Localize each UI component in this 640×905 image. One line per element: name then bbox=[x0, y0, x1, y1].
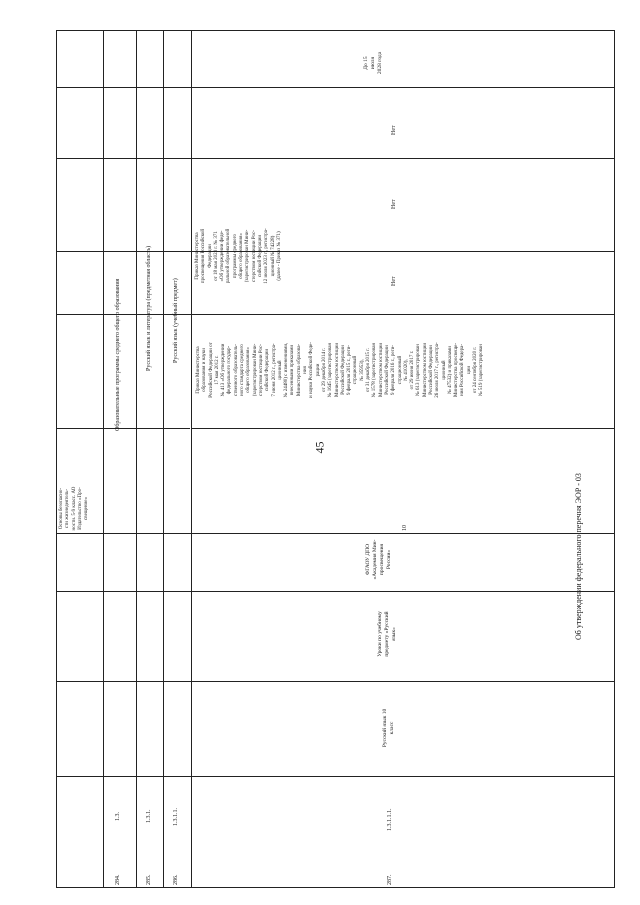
row-287-orders: Приказ Министерства образования и науки Российской Федерации от 17 мая 2012 г. № 413 «Об утверждении федерального государ- ственного образователь- ного стандарта среднего общего образования» (зарегистрирован Мини- стерством юстиции Рос- сийской Федерации 7 июня 2012 г., регистра- ционный № 24480) с изменениями, внесенными приказами Министерства образова- ния и науки Российской Феде- рации от 29 декабря 2014 г. № 1645 (зарегистрирован Министерством юстиции Российской Федерации 9 февраля 2015 г., реги- страционный № 35953), от 31 декабря 2015 г. № 1578 (зарегистрирован Министерством юстиции Российской Федерации 9 февраля 2016 г., реги- страционный № 41020), от 29 июня 2017 г. № 613 (зарегистрирован Министерством юстиции Российской Федерации 26 июля 2017 г., регистра- ционный № 47532) и приказами Министерства просвеще- ния Российской Федера- ции от 24 сентября 2020 г. № 519 (зарегистрирован bbox=[196, 342, 485, 398]
row-287-new-order: Приказ Министерства просвещения Российской Федерации от 18 мая 2023 г. № 371 «Об утверждении феде- ральной образовательной программы среднего общего образования» (зарегистрирован Мини- стерством юстиции Рос- сийской Федерации 12 июля 2023 г., регистра- ционный № 74228) (далее - Приказ № 371) bbox=[195, 228, 282, 284]
section-heading-286: Русский язык (учебный предмет) bbox=[173, 278, 179, 363]
section-heading-285: Русский язык и литература (предметная область) bbox=[146, 245, 152, 371]
table-line bbox=[163, 31, 164, 887]
row-code-285: 1.3.1. bbox=[146, 809, 152, 823]
page-footer: Об утверждении федерального перечня ЭОР - 03 bbox=[574, 473, 583, 640]
table-line bbox=[192, 428, 614, 429]
table-line bbox=[103, 31, 104, 887]
row-code-287: 1.3.1.1.1. bbox=[387, 808, 393, 831]
row-code-284: 1.3. bbox=[115, 812, 121, 821]
table-line bbox=[57, 591, 614, 592]
table-line bbox=[57, 533, 614, 534]
row-code-286: 1.3.1.1. bbox=[173, 808, 179, 826]
row-287-title: Уроки по учебному предмету «Русский язык» bbox=[377, 611, 397, 657]
page-number: 45 bbox=[312, 441, 327, 454]
table-line bbox=[57, 251, 614, 252]
row-number-287: 287. bbox=[387, 874, 393, 885]
row-287-deadline: До 15 июля 2028 года bbox=[363, 51, 383, 75]
row-number-285: 285. bbox=[146, 874, 152, 885]
table-line bbox=[57, 87, 614, 88]
row-number-286: 286. bbox=[173, 874, 179, 885]
row-287-col-a: Нет bbox=[391, 276, 397, 286]
table-line bbox=[136, 31, 137, 887]
document-table bbox=[56, 30, 615, 888]
table-line bbox=[57, 158, 614, 159]
table-line bbox=[57, 776, 614, 777]
row-number-284: 284. bbox=[115, 874, 121, 885]
table-line bbox=[57, 428, 190, 429]
row-287-name: Русский язык 10 класс bbox=[382, 708, 395, 748]
row-287-col-b: Нет bbox=[391, 199, 397, 209]
header-basis-cell: Основы безопасно- сти жизнедеятель- ности. 5-9 класс. АО Издательство «Про- свещение» bbox=[59, 486, 90, 531]
table-line bbox=[191, 31, 192, 887]
row-287-grade: 10 bbox=[402, 525, 408, 531]
row-287-col-c: Нет bbox=[391, 125, 397, 135]
row-287-org: ФГАОУ ДПО «Академия Мин- просвещения России» bbox=[365, 539, 392, 580]
table-line bbox=[57, 681, 614, 682]
section-heading-284: Образовательные программы среднего общего образования bbox=[115, 278, 121, 431]
